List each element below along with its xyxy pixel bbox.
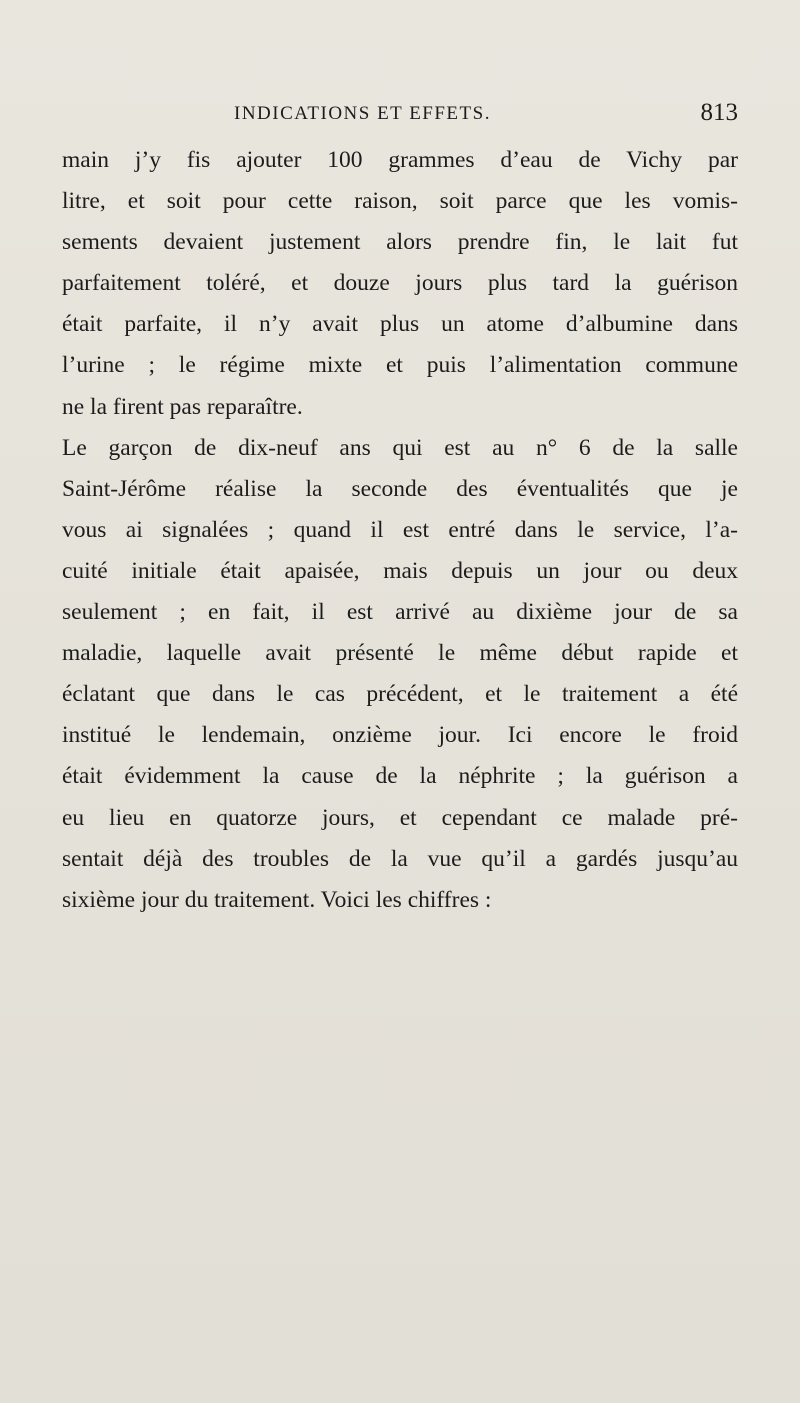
page-number: 813: [700, 99, 738, 126]
body-text: [62, 140, 738, 921]
text-line: sixième jour du traitement. Voici les chiffres :: [62, 886, 492, 913]
text-line: Le garçon de dix-neuf ans qui est au n° 6 de la salle: [62, 434, 738, 461]
text-line: ne la firent pas reparaître.: [62, 393, 303, 420]
text-line: sements devaient justement alors prendre fin, le lait fut: [62, 229, 738, 256]
text-line: maladie, laquelle avait présenté le même début rapide et: [62, 640, 738, 667]
text-line: main j’y fis ajouter 100 grammes d’eau de Vichy par: [62, 147, 738, 173]
text-line: sentait déjà des troubles de la vue qu’il a gardés jusqu’au: [62, 845, 738, 872]
text-line: éclatant que dans le cas précédent, et le traitement a été: [62, 681, 738, 708]
text-line: seulement ; en fait, il est arrivé au dixième jour de sa: [62, 599, 738, 626]
text-line: Saint-Jérôme réalise la seconde des éventualités que je: [62, 475, 738, 502]
running-title: INDICATIONS ET EFFETS.: [234, 103, 491, 124]
running-head: [62, 99, 738, 133]
text-line: litre, et soit pour cette raison, soit parce que les vomis-: [62, 188, 738, 215]
text-line: l’urine ; le régime mixte et puis l’alimentation commune: [62, 352, 738, 379]
text-line: institué le lendemain, onzième jour. Ici encore le froid: [62, 722, 738, 749]
text-line: cuité initiale était apaisée, mais depuis un jour ou deux: [62, 557, 738, 584]
text-line: parfaitement toléré, et douze jours plus tard la guérison: [62, 270, 738, 297]
text-line: eu lieu en quatorze jours, et cependant ce malade pré-: [62, 804, 738, 831]
text-line: était parfaite, il n’y avait plus un atome d’albumine dans: [62, 311, 738, 338]
text-line: était évidemment la cause de la néphrite ; la guérison a: [62, 763, 738, 790]
text-line: vous ai signalées ; quand il est entré dans le service, l’a-: [62, 516, 738, 543]
